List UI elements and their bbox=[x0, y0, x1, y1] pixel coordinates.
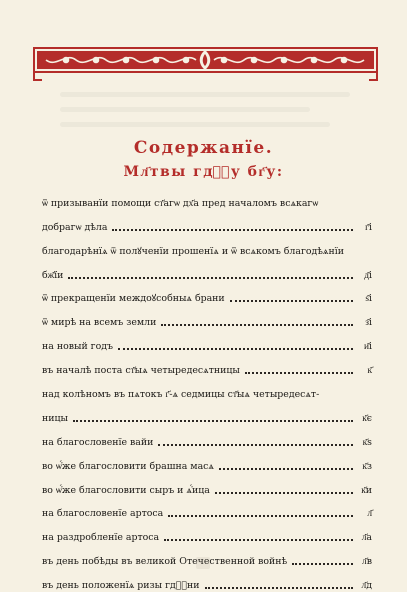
leader-dots bbox=[158, 444, 353, 446]
toc-entry[interactable] bbox=[42, 210, 372, 234]
toc-entry[interactable] bbox=[42, 520, 372, 544]
toc-entry[interactable] bbox=[42, 258, 372, 282]
headpiece-ornament bbox=[28, 42, 383, 82]
toc-entry[interactable] bbox=[42, 377, 372, 401]
section-subheading: Мл҃твы гдⷭ҇у бг҃у: bbox=[123, 164, 284, 180]
toc-entry-title: на благословенїе артоса bbox=[42, 508, 164, 520]
toc-entry[interactable] bbox=[42, 568, 372, 592]
leader-dots bbox=[292, 563, 353, 565]
toc-entry-title: во ѡ҆́же благословити брашна масѧ bbox=[42, 460, 214, 472]
toc-entry-title: ѿ мирѣ на всемъ земли bbox=[42, 317, 157, 329]
toc-entry-page: ѕ҃і bbox=[365, 293, 372, 305]
toc-entry[interactable] bbox=[42, 425, 372, 449]
toc-entry-title: во ѡ҆́же благословити сыръ и ѧ҆́ица bbox=[42, 484, 210, 496]
toc-entry-title: бж҃їи bbox=[42, 269, 64, 281]
toc-entry-title: на раздробленїе артоса bbox=[42, 532, 160, 544]
toc-entry[interactable] bbox=[42, 305, 372, 329]
toc-entry-page: л҃а bbox=[361, 532, 372, 544]
toc-entry-page: з҃і bbox=[365, 317, 372, 329]
toc-entry-page: л҃ bbox=[367, 508, 372, 520]
toc-entry-page: к҃є bbox=[362, 412, 372, 424]
toc-entry[interactable] bbox=[42, 473, 372, 497]
toc-entry-title: въ день положенїѧ ризы гдⷭ҇ни bbox=[42, 580, 200, 592]
toc-entry-title: ѿ призыванїи помощи ст҃агѡ дх҃а пред началомъ всѧкагѡ bbox=[42, 197, 319, 209]
toc-entry-title: над колѣномъ въ пѧтокъ г҃-ѧ седмицы ст҃ыѧ четыредесѧт- bbox=[42, 389, 320, 401]
leader-dots bbox=[112, 229, 353, 231]
leader-dots bbox=[164, 539, 353, 541]
toc-entry-title: въ день побѣды въ великой Отечественной войнѣ bbox=[42, 556, 288, 568]
leader-dots bbox=[161, 324, 353, 326]
leader-dots bbox=[73, 420, 353, 422]
contents-heading: Содержанїе. bbox=[133, 138, 274, 158]
toc-entry-page: и҃і bbox=[363, 341, 372, 353]
toc-entry[interactable] bbox=[42, 353, 372, 377]
leader-dots bbox=[245, 372, 353, 374]
toc-entry-page: к҃ bbox=[367, 365, 372, 377]
leader-dots bbox=[205, 587, 353, 589]
toc-entry-title: благодарѣнїѧ ѿ полꙋченїи прошенїѧ и ѿ всѧкомъ благодѣѧнїи bbox=[42, 245, 344, 257]
toc-entry-page: г҃і bbox=[365, 221, 372, 233]
toc-entry-title: на благословенїе вайи bbox=[42, 436, 154, 448]
toc-entry[interactable] bbox=[42, 329, 372, 353]
toc-entry-page: л҃в bbox=[362, 556, 372, 568]
toc-entry[interactable] bbox=[42, 282, 372, 306]
toc-entry[interactable] bbox=[42, 401, 372, 425]
leader-dots bbox=[230, 300, 353, 302]
toc-entry[interactable] bbox=[42, 186, 372, 210]
toc-entry-page: к҃ѕ bbox=[362, 436, 372, 448]
toc-entry[interactable] bbox=[42, 449, 372, 473]
leader-dots bbox=[68, 277, 353, 279]
toc-entry-title: на новый годъ bbox=[42, 341, 113, 353]
toc-entry-page: л҃д bbox=[361, 580, 372, 592]
toc-entry-title: добрагѡ дѣла bbox=[42, 221, 108, 233]
toc-entry-title: въ началѣ поста ст҃ыѧ четыредесѧтницы bbox=[42, 365, 240, 377]
leader-dots bbox=[118, 348, 353, 350]
toc-entry-page: д҃і bbox=[364, 269, 372, 281]
leader-dots bbox=[168, 515, 353, 517]
page-folio-mark bbox=[196, 557, 210, 569]
leader-dots bbox=[219, 468, 353, 470]
toc-entry-title: ницы bbox=[42, 412, 68, 424]
toc-entry[interactable] bbox=[42, 234, 372, 258]
toc-entry-page: к҃з bbox=[362, 460, 372, 472]
toc-entry-title: ѿ прекращенїи междоꙋсобныѧ брани bbox=[42, 293, 225, 305]
toc-entry-page: к҃и bbox=[361, 484, 372, 496]
leader-dots bbox=[215, 492, 353, 494]
table-of-contents bbox=[42, 186, 372, 592]
toc-entry[interactable] bbox=[42, 497, 372, 521]
